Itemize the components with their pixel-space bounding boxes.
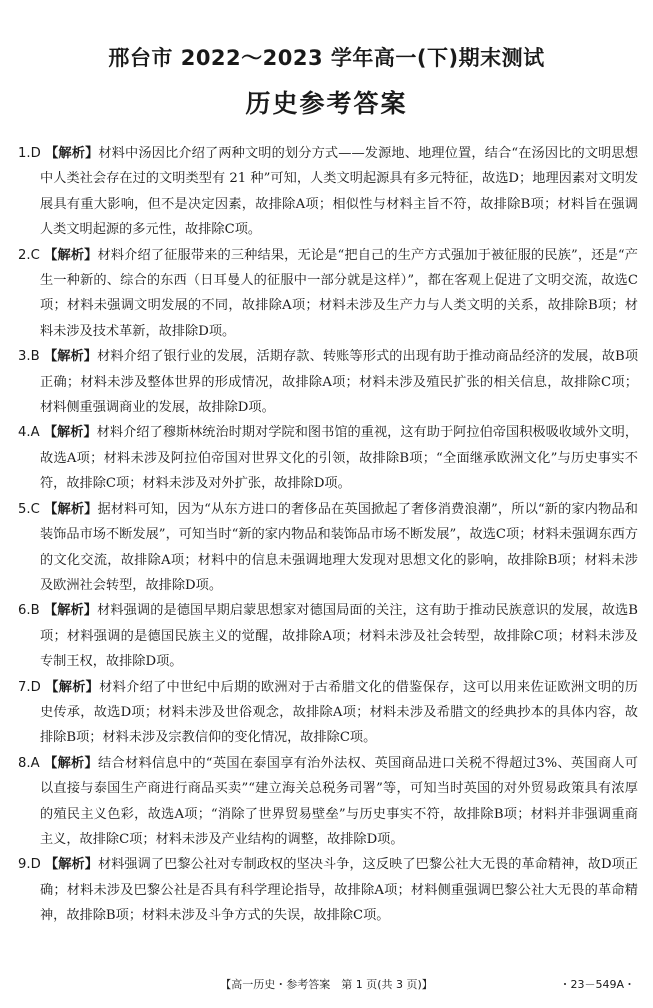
answer-item-6 bbox=[18, 598, 638, 674]
answer-text: 材料强调的是德国早期启蒙思想家对德国局面的关注，这有助于推动民族意识的发展，故选B项；材料强调的是德国民族主义的觉醒，故排除A项；材料未涉及社会转型，故排除C项；材料未涉及专制王权，故排除D项。 bbox=[40, 603, 639, 670]
answer-number: 9. bbox=[18, 857, 31, 873]
answer-item-9 bbox=[18, 852, 638, 928]
answer-choice: D bbox=[30, 146, 41, 161]
answer-choice: B bbox=[30, 603, 40, 619]
analysis-tag: 【解析】 bbox=[45, 679, 100, 695]
analysis-tag: 【解析】 bbox=[45, 146, 99, 161]
analysis-tag: 【解析】 bbox=[44, 501, 98, 517]
answer-choice: D bbox=[30, 857, 41, 873]
answer-number: 1. bbox=[18, 146, 31, 161]
answer-item-2 bbox=[18, 243, 638, 345]
answer-item-5 bbox=[18, 497, 638, 599]
answer-number: 8. bbox=[18, 755, 31, 771]
answer-item-3 bbox=[18, 344, 638, 420]
page-footer bbox=[0, 976, 653, 996]
answer-item-4 bbox=[18, 420, 638, 496]
answer-number: 4. bbox=[18, 425, 31, 441]
answer-choice: B bbox=[30, 349, 40, 365]
answer-text: 据材料可知，因为“从东方进口的奢侈品在英国掀起了奢侈消费浪潮”，所以“新的家内物品和装饰品市场不断发展”，可知当时“新的家内物品和装饰品市场不断发展”，故选C项；材料未强调东西方的文化交流，故排除A项；材料中的信息未强调地理大发现对思想文化的影响，故排除B项；材料未涉及欧洲社会转型，故排除D项。 bbox=[40, 501, 638, 593]
answer-item-7 bbox=[18, 675, 638, 751]
answer-text: 材料介绍了穆斯林统治时期对学院和图书馆的重视，这有助于阿拉伯帝国积极吸收域外文明，故选A项；材料未涉及阿拉伯帝国对世界文化的引领，故排除B项；“全面继承欧洲文化”与历史事实不符，故排除C项；材料未涉及对外扩张，故排除D项。 bbox=[40, 425, 639, 492]
footer-code: ・23－549A・ bbox=[559, 978, 635, 991]
footer-page-info: 【高一历史・参考答案 第 1 页(共 3 页)】 bbox=[220, 978, 433, 991]
answer-number: 7. bbox=[18, 679, 31, 695]
answer-choice: C bbox=[30, 247, 40, 263]
page-subtitle: 历史参考答案 bbox=[245, 89, 408, 118]
analysis-tag: 【解析】 bbox=[44, 755, 99, 771]
answer-item-8 bbox=[18, 751, 638, 853]
analysis-tag: 【解析】 bbox=[45, 857, 98, 873]
answer-choice: C bbox=[30, 501, 40, 517]
page-title: 邢台市 2022～2023 学年高一(下)期末测试 bbox=[108, 46, 545, 70]
answer-text: 材料介绍了征服带来的三种结果，无论是“把自己的生产方式强加于被征服的民族”，还是“产生一种新的、综合的东西（日耳曼人的征服中一部分就是这样）”，都在客观上促进了文明交流，故选C项；材料未强调文明发展的不同，故排除A项；材料未涉及生产力与人类文明的关系，故排除B项；材料未涉及技术革新，故排除D项。 bbox=[40, 247, 638, 339]
analysis-tag: 【解析】 bbox=[43, 425, 97, 441]
answer-number: 3. bbox=[18, 349, 31, 365]
answer-item-1 bbox=[18, 141, 638, 243]
analysis-tag: 【解析】 bbox=[44, 247, 98, 263]
answer-number: 2. bbox=[18, 247, 31, 263]
answer-number: 6. bbox=[18, 603, 31, 619]
answer-text: 材料介绍了中世纪中后期的欧洲对于古希腊文化的借鉴保存，这可以用来佐证欧洲文明的历史传承，故选D项；材料未涉及世俗观念，故排除A项；材料未涉及希腊文的经典抄本的具体内容，故排除B项；材料未涉及宗教信仰的变化情况，故排除C项。 bbox=[40, 679, 638, 746]
answer-choice: D bbox=[30, 679, 41, 695]
answer-text: 结合材料信息中的“英国在泰国享有治外法权、英国商品进口关税不得超过3%、英国商人可以直接与泰国生产商进行商品买卖”“建立海关总税务司署”等，可知当时英国的对外贸易政策具有浓厚的殖民主义色彩，故选A项；“消除了世界贸易壁垒”与历史事实不符，故排除B项；材料并非强调重商主义，故排除C项；材料未涉及产业结构的调整，故排除D项。 bbox=[40, 755, 638, 847]
analysis-tag: 【解析】 bbox=[43, 349, 98, 365]
answer-text: 材料中汤因比介绍了两种文明的划分方式——发源地、地理位置，结合“在汤因比的文明思想中人类社会存在过的文明类型有 21 种”可知，人类文明起源具有多元特征，故选D；地理因素对文明发展具有重大影响，但不是决定因素，故排除A项；相似性与材料主旨不符，故排除B项；材料旨在强调人类文明起源的多元性，故排除C项。 bbox=[40, 146, 639, 238]
answer-choice: A bbox=[30, 755, 40, 771]
answer-text: 材料介绍了银行业的发展，活期存款、转账等形式的出现有助于推动商品经济的发展，故B项正确；材料未涉及整体世界的形成情况，故排除A项；材料未涉及殖民扩张的相关信息，故排除C项；材料侧重强调商业的发展，故排除D项。 bbox=[40, 349, 639, 416]
answer-text: 材料强调了巴黎公社对专制政权的坚决斗争，这反映了巴黎公社大无畏的革命精神，故D项正确；材料未涉及巴黎公社是否具有科学理论指导，故排除A项；材料侧重强调巴黎公社大无畏的革命精神，故排除B项；材料未涉及斗争方式的失误，故排除C项。 bbox=[40, 857, 638, 924]
analysis-tag: 【解析】 bbox=[43, 603, 98, 619]
answer-choice: A bbox=[30, 425, 40, 441]
answer-number: 5. bbox=[18, 501, 31, 517]
answer-list bbox=[18, 141, 638, 929]
